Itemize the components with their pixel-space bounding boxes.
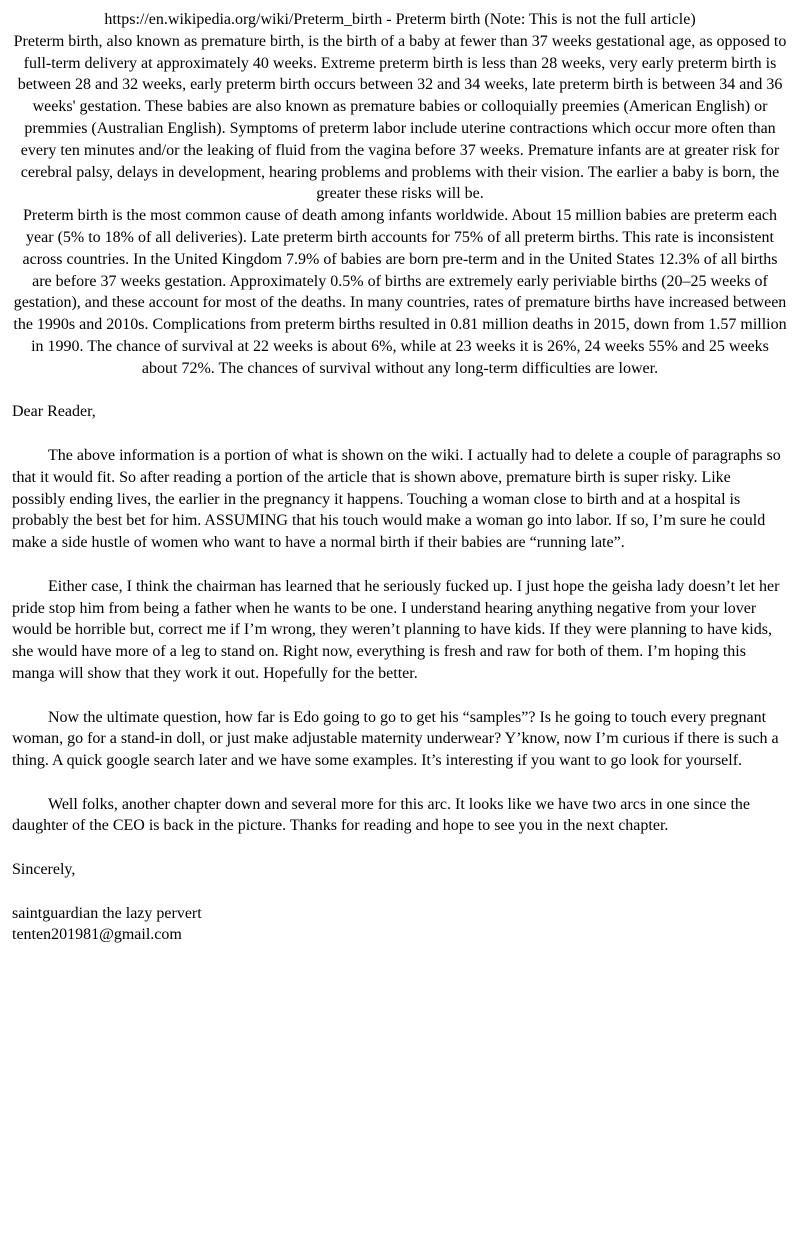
letter-body xyxy=(12,401,788,946)
excerpt-paragraph-2: Preterm birth is the most common cause of death among infants worldwide. About 15 million babies are preterm each year (5% to 18% of all deliveries). Late preterm birth accounts for 75% of all preterm births. This rate is inconsistent across countries. In the United Kingdom 7.9% of babies are born pre-term and in the United States 12.3% of all births are before 37 weeks gestation. Approximately 0.5% of births are extremely early periviable births (20–25 weeks of gestation), and these account for most of the deaths. In many countries, rates of premature births have increased between the 1990s and 2010s. Complications from preterm births resulted in 0.81 million deaths in 2015, down from 1.57 million in 1990. The chance of survival at 22 weeks is about 6%, while at 23 weeks it is 26%, 24 weeks 55% and 25 weeks about 72%. The chances of survival without any long-term difficulties are lower. xyxy=(13,207,787,377)
letter-greeting: Dear Reader, xyxy=(12,403,96,421)
excerpt-source-line: https://en.wikipedia.org/wiki/Preterm_birth - Preterm birth (Note: This is not the full article) xyxy=(104,11,696,28)
excerpt-paragraph-1: Preterm birth, also known as premature birth, is the birth of a baby at fewer than 37 weeks gestational age, as opposed to full-term delivery at approximately 40 weeks. Extreme preterm birth is less than 28 weeks, very early preterm birth is between 28 and 32 weeks, early preterm birth occurs between 32 and 34 weeks, late preterm birth is between 34 and 36 weeks' gestation. These babies are also known as premature babies or colloquially preemies (American English) or premmies (Australian English). Symptoms of preterm labor include uterine contractions which occur more often than every ten minutes and/or the leaking of fluid from the vagina before 37 weeks. Premature infants are at greater risk for cerebral palsy, delays in development, hearing problems and problems with their vision. The earlier a baby is born, the greater these risks will be. xyxy=(13,32,787,203)
wiki-excerpt xyxy=(12,9,788,380)
letter-paragraph-1: The above information is a portion of what is shown on the wiki. I actually had to delete a couple of paragraphs so that it would fit. So after reading a portion of the article that is shown above, premature birth is super risky. Like possibly ending lives, the earlier in the pregnancy it happens. Touching a woman close to birth and at a hospital is probably the best bet for him. ASSUMING that his touch would make a woman go into labor. If so, I’m sure he could make a side hustle of women who want to have a normal birth if their babies are “running late”. xyxy=(12,446,781,552)
signature-name: saintguardian the lazy pervert xyxy=(12,904,202,922)
letter-paragraph-3: Now the ultimate question, how far is Edo going to go to get his “samples”? Is he going to touch every pregnant woman, go for a stand-in doll, or just make adjustable maternity underwear? Y’know, now I’m curious if there is such a thing. A quick google search later and we have some examples. It’s interesting if you want to go look for yourself. xyxy=(12,708,779,770)
signature-email: tenten201981@gmail.com xyxy=(12,926,182,944)
letter-paragraph-2: Either case, I think the chairman has learned that he seriously fucked up. I just hope the geisha lady doesn’t let her pride stop him from being a father when he wants to be one. I understand hearing anything negative from your lover would be horrible but, correct me if I’m wrong, they weren’t planning to have kids. If they were planning to have kids, she would have more of a leg to stand on. Right now, everything is fresh and raw for both of them. I’m hoping this manga will show that they work it out. Hopefully for the better. xyxy=(12,577,780,682)
letter-closing: Sincerely, xyxy=(12,861,76,879)
letter-paragraph-4: Well folks, another chapter down and several more for this arc. It looks like we have two arcs in one since the daughter of the CEO is back in the picture. Thanks for reading and hope to see you in the next chapter. xyxy=(12,795,751,835)
